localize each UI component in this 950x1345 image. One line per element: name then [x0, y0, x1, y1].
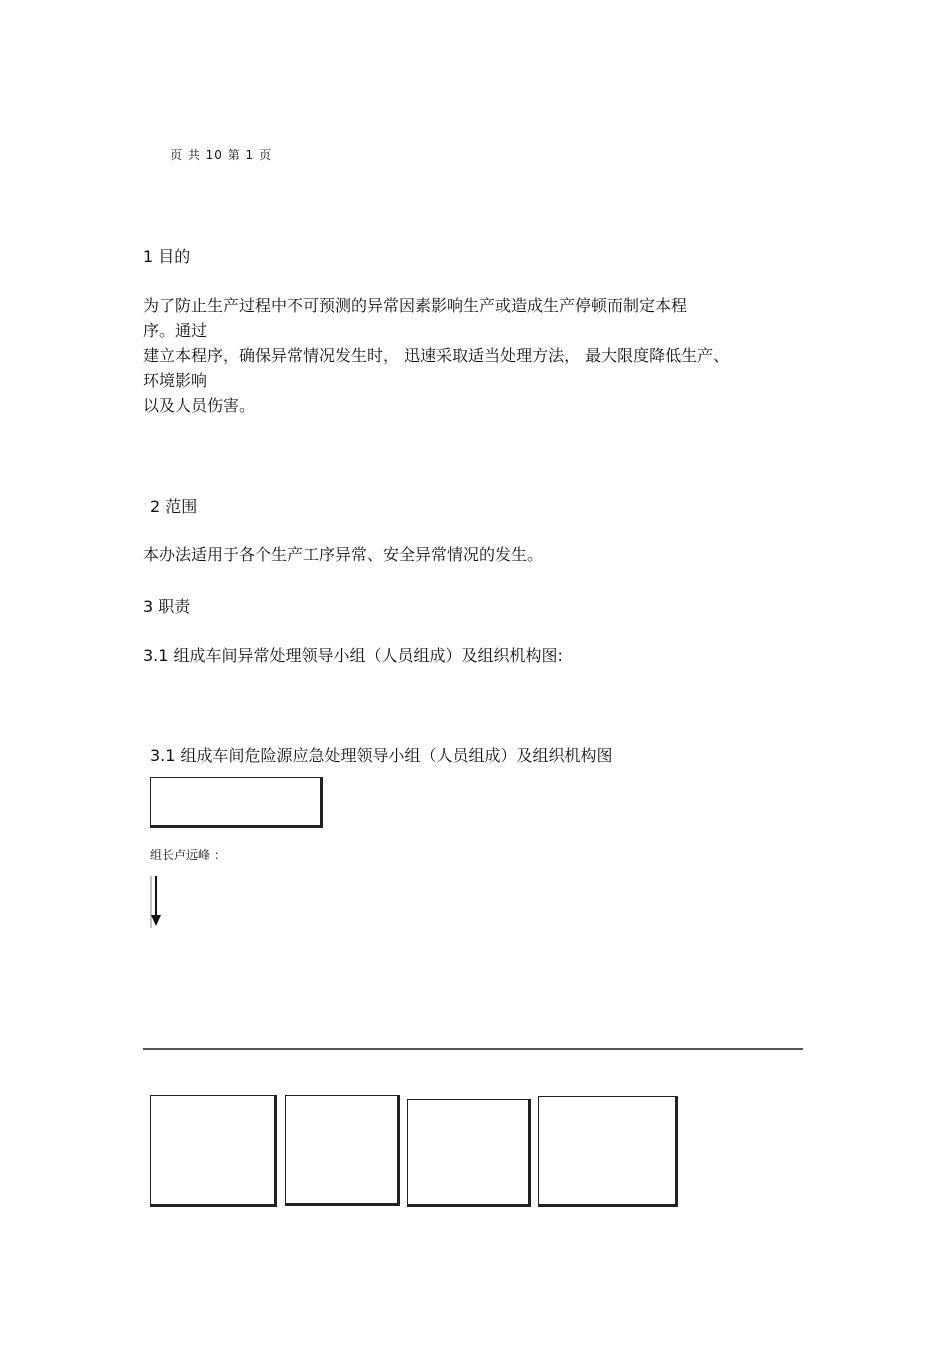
body-line: 环境影响 [143, 371, 208, 390]
section-3-item-2: 3.1 组成车间危险源应急处理领导小组（人员组成）及组织机构图 [150, 746, 613, 765]
org-chart-member-box [150, 1095, 277, 1207]
section-3-item-1: 3.1 组成车间异常处理领导小组（人员组成）及组织机构图: [143, 646, 563, 665]
org-chart-member-box [285, 1095, 400, 1206]
section-3-heading: 3 职责 [143, 597, 191, 616]
org-chart-member-box [538, 1096, 678, 1207]
org-chart-leader-box [150, 777, 323, 828]
org-chart-member-box [407, 1099, 531, 1207]
body-line: 为了防止生产过程中不可预测的异常因素影响生产或造成生产停顿而制定本程 [143, 296, 688, 315]
org-chart-leader-label: 组长卢远峰 ： [150, 848, 226, 862]
section-2-body: 本办法适用于各个生产工序异常、安全异常情况的发生。 [143, 545, 544, 564]
section-2-heading: 2 范围 [150, 497, 198, 516]
section-1-heading: 1 目的 [143, 247, 191, 266]
org-chart-connector-line [143, 1048, 803, 1050]
body-line: 以及人员伤害。 [143, 396, 256, 415]
body-line: 序。通过 [143, 321, 208, 340]
page-indicator: 页 共 10 第 1 页 [170, 148, 272, 162]
down-arrow-icon [149, 876, 163, 928]
section-1-body [143, 293, 729, 418]
body-line: 建立本程序，确保异常情况发生时， 迅速采取适当处理方法， 最大限度降低生产、 [143, 346, 730, 365]
